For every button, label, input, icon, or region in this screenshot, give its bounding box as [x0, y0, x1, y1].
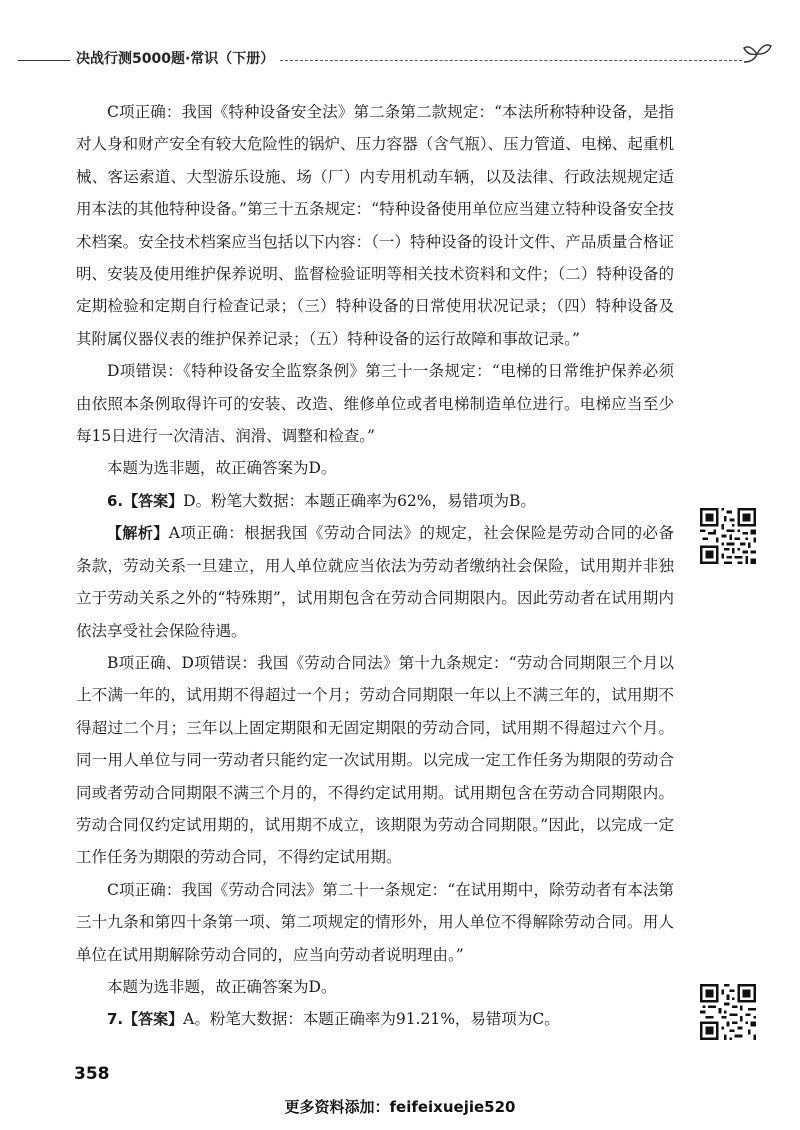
paragraph-text: A。粉笔大数据：本题正确率为91.21%，易错项为C。 — [183, 1010, 560, 1029]
header-rule-right — [280, 60, 742, 61]
analysis-tag: 【解析】 — [107, 524, 169, 543]
paragraph-text: C项正确：我国《劳动合同法》第二十一条规定：“在试用期中，除劳动者有本法第三十九条和第四十条第一项、第二项规定的情形外，用人单位不得解除劳动合同。用人单位在试用期解除劳动合同的，应当向劳动者说明理由。” — [76, 880, 674, 964]
sprout-icon — [740, 40, 774, 66]
paragraph-option-c-probation — [76, 874, 674, 971]
paragraph-conclusion-q6 — [76, 971, 674, 1003]
paragraph-option-d-elevator — [76, 355, 674, 452]
paragraph-text: 本题为选非题，故正确答案为D。 — [107, 459, 337, 478]
paragraph-text: A项正确：根据我国《劳动合同法》的规定，社会保险是劳动合同的必备条款，劳动关系一旦建立，用人单位就应当依法为劳动者缴纳社会保险，试用期并非独立于劳动关系之外的“特殊期”，试用期包含在劳动合同期限内。因此劳动者在试用期内依法享受社会保险待遇。 — [76, 524, 674, 640]
paragraph-conclusion-q5 — [76, 452, 674, 484]
header-rule-left — [18, 60, 70, 61]
footer-promo-text: 更多资料添加：feifeixuejie520 — [284, 1098, 516, 1116]
page-number: 358 — [74, 1064, 110, 1084]
paragraph-option-c-special-equipment — [76, 96, 674, 355]
qr-code-icon[interactable] — [700, 508, 756, 564]
paragraph-text: D项错误：《特种设备安全监察条例》第三十一条规定：“电梯的日常维护保养必须由依照本条例取得许可的安装、改造、维修单位或者电梯制造单位进行。电梯应当至少每15日进行一次清洁、润滑、调整和检查。” — [76, 362, 674, 446]
paragraph-option-b-d-probation — [76, 647, 674, 874]
running-header — [18, 42, 770, 72]
analysis-q6-option-a — [76, 517, 674, 647]
paragraph-text: 本题为选非题，故正确答案为D。 — [107, 977, 337, 996]
paragraph-text: C项正确：我国《特种设备安全法》第二条第二款规定：“本法所称特种设备，是指对人身和财产安全有较大危险性的锅炉、压力容器（含气瓶）、压力管道、电梯、起重机械、客运索道、大型游乐设施、场（厂）内专用机动车辆，以及法律、行政法规规定适用本法的其他特种设备。”第三十五条规定：“特种设备使用单位应当建立特种设备安全技术档案。安全技术档案应当包括以下内容：（一）特种设备的设计文件、产品质量合格证明、安装及使用维护保养说明、监督检验证明等相关技术资料和文件；（二）特种设备的定期检验和定期自行检查记录；（三）特种设备的日常使用状况记录；（四）特种设备及其附属仪器仪表的维护保养记录；（五）特种设备的运行故障和事故记录。” — [76, 103, 674, 348]
answer-q7 — [76, 1003, 674, 1035]
answer-explanations — [76, 96, 674, 1036]
paragraph-text: D。粉笔大数据：本题正确率为62%，易错项为B。 — [183, 491, 536, 510]
book-title: 决战行测5000题·常识（下册） — [76, 51, 275, 67]
answer-tag: 6.【答案】 — [107, 491, 184, 510]
answer-q6 — [76, 485, 674, 517]
answer-tag: 7.【答案】 — [107, 1010, 184, 1029]
qr-code-icon[interactable] — [700, 984, 756, 1040]
paragraph-text: B项正确、D项错误：我国《劳动合同法》第十九条规定：“劳动合同期限三个月以上不满一年的，试用期不得超过一个月；劳动合同期限一年以上不满三年的，试用期不得超过二个月；三年以上固定期限和无固定期限的劳动合同，试用期不得超过六个月。同一用人单位与同一劳动者只能约定一次试用期。以完成一定工作任务为期限的劳动合同或者劳动合同期限不满三个月的，不得约定试用期。试用期包含在劳动合同期限内。劳动合同仅约定试用期的，试用期不成立，该期限为劳动合同期限。”因此，以完成一定工作任务为期限的劳动合同，不得约定试用期。 — [76, 653, 674, 867]
